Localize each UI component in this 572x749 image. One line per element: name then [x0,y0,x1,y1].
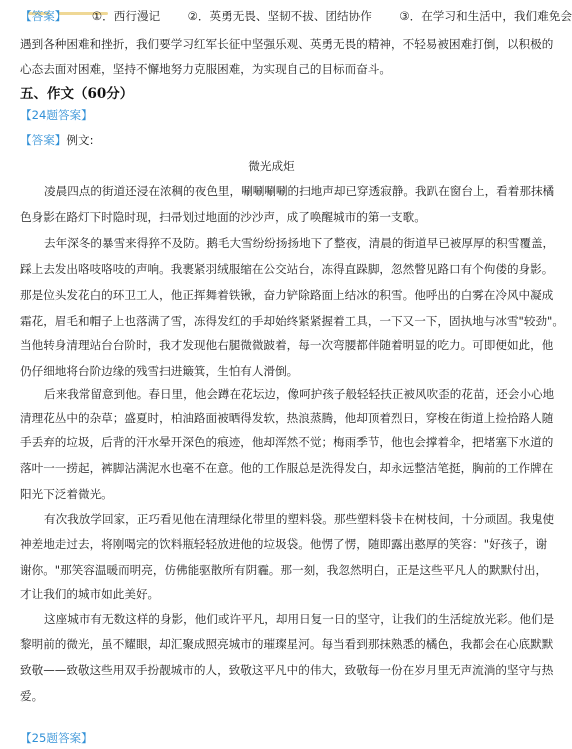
answer-line-1 [20,8,572,24]
section-heading: 五、作文（60分） [20,86,134,102]
answer-item-2: ②．英勇无畏、坚韧不拔、团结协作 [187,9,372,23]
answer-item-1: ①．西行漫记 [91,9,161,23]
essay-line: 致敬——致敬这些用双手扮靓城市的人，致敬这平凡中的伟大，致敬每一份在岁月里无声流淌的坚守与热 [20,663,554,677]
example-label-line [20,132,529,148]
essay-line: 神差地走过去，将刚喝完的饮料瓶轻轻放进他的垃圾袋。他愣了愣，随即露出憨厚的笑容："好孩子，谢 [20,537,548,551]
answer-line-3: 心态去面对困难，坚持不懈地努力克服困难，为实现自己的目标而奋斗。 [20,62,392,76]
essay-line: 当他转身清理站台台阶时，我才发现他右腿微微跛着，每一次弯腰都伴随着明显的吃力。可即便如此，他 [20,338,554,352]
answer-tag: 【答案】 [20,9,67,23]
essay-line: 后来我常留意到他。春日里，他会蹲在花坛边，像呵护孩子般轻轻扶正被风吹歪的花苗，还会小心地 [44,387,555,401]
essay-line: 黎明前的微光，虽不耀眼，却汇聚成照亮城市的璀璨星河。每当看到那抹熟悉的橘色，我都会在心底默默 [20,637,554,651]
essay-line: 有次我放学回家，正巧看见他在清理绿化带里的塑料袋。那些塑料袋卡在树枝间，十分顽固。我鬼使 [44,512,555,526]
answer-line-2: 遇到各种困难和挫折，我们要学习红军长征中坚强乐观、英勇无畏的精神，不轻易被困难打倒，以积极的 [20,37,554,51]
essay-line: 这座城市有无数这样的身影，他们或许平凡，却用日复一日的坚守，让我们的生活绽放光彩。他们是 [44,612,555,626]
essay-line: 凌晨四点的街道还浸在浓稠的夜色里，唰唰唰唰的扫地声却已穿透寂静。我趴在窗台上，看着那抹橘 [44,184,555,198]
essay-line: 清理花丛中的杂草；盛夏时，柏油路面被晒得发软，热浪蒸腾，他却顶着烈日，穿梭在街道上捡拾路人随 [20,411,554,425]
essay-line: 仍仔细地将台阶边缘的残雪扫进簸箕，生怕有人滑倒。 [20,364,299,378]
essay-line: 落叶一一捞起，裤脚沾满泥水也毫不在意。他的工作服总是洗得发白，却永远整洁笔挺，胸前的工作牌在 [20,461,554,475]
example-label: 例文: [66,133,94,147]
answer-tag-2: 【答案】 [20,133,67,147]
essay-line: 爱。 [20,689,44,703]
essay-line: 阳光下泛着微光。 [20,487,113,501]
question-24-tag: 【24题答案】 [20,108,93,122]
essay-line: 霜花，眉毛和帽子上也落满了雪，冻得发红的手却始终紧紧握着工具，一下又一下，固执地与冰雪"较劲"。 [20,314,564,328]
essay-line: 那是位头发花白的环卫工人，他正挥舞着铁锹，奋力铲除路面上结冰的积雪。他呼出的白雾在冷风中凝成 [20,288,554,302]
essay-line: 去年深冬的暴雪来得猝不及防。鹅毛大雪纷纷扬扬地下了整夜，清晨的街道早已被厚厚的积雪覆盖， [44,236,555,250]
answer-item-3: ③．在学习和生活中，我们难免会 [399,9,572,23]
essay-line: 踩上去发出咯吱咯吱的声响。我裹紧羽绒服缩在公交站台，冻得直跺脚，忽然瞥见路口有个佝偻的身影。 [20,262,554,276]
question-25-tag: 【25题答案】 [20,731,93,745]
essay-line: 谢你。"那笑容温暖而明亮，仿佛能驱散所有阴霾。那一刻，我忽然明白，正是这些平凡人的默默付出， [20,563,548,577]
essay-title: 微光成炬 [248,159,295,173]
header-watermark-strip [28,0,148,5]
essay-line: 色身影在路灯下时隐时现，扫帚划过地面的沙沙声，成了唤醒城市的第一支歌。 [20,210,426,224]
essay-line: 才让我们的城市如此美好。 [20,587,160,601]
essay-line: 手丢弃的垃圾，后背的汗水晕开深色的痕迹，他却浑然不觉；梅雨季节，他也会撑着伞，把堵塞下水道的 [20,435,554,449]
